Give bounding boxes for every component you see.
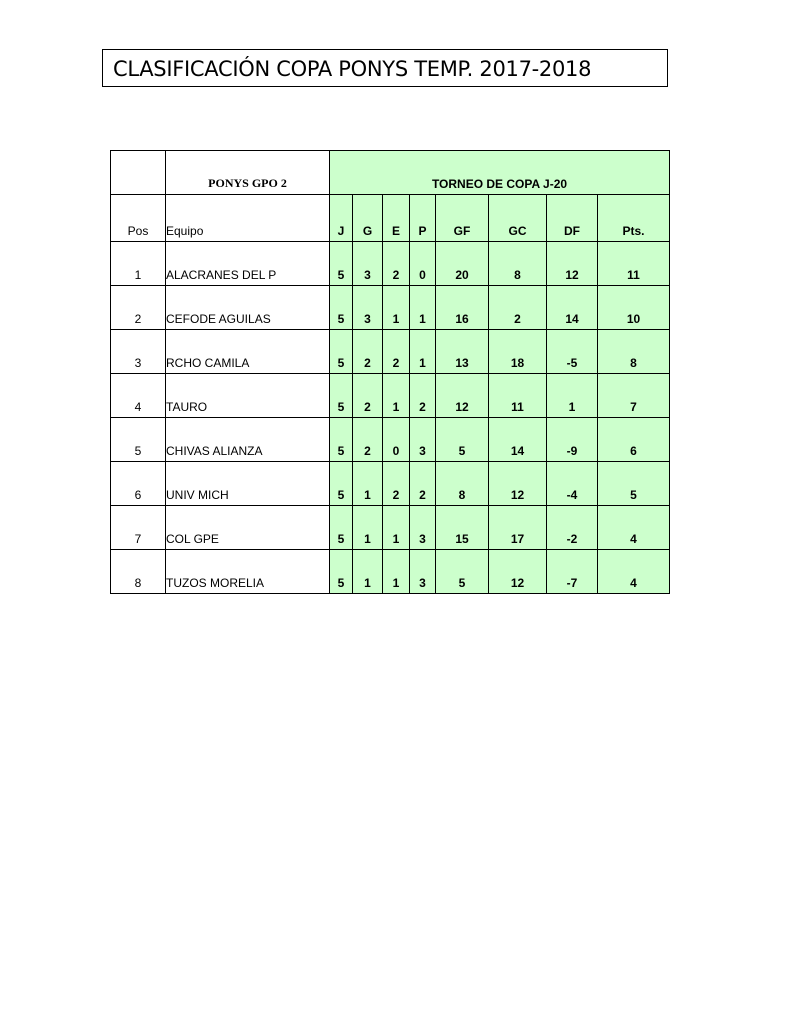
cell-pts: 6 (598, 418, 670, 462)
cell-gc: 12 (489, 462, 547, 506)
cell-gf: 8 (436, 462, 489, 506)
cell-team: RCHO CAMILA (166, 330, 330, 374)
cell-j: 5 (330, 462, 353, 506)
cell-gc: 12 (489, 550, 547, 594)
cell-j: 5 (330, 242, 353, 286)
table-row (111, 506, 670, 550)
cell-team: COL GPE (166, 506, 330, 550)
header-j: J (330, 195, 353, 242)
column-header-row (111, 195, 670, 242)
cell-team: CEFODE AGUILAS (166, 286, 330, 330)
cell-p: 3 (410, 418, 436, 462)
cell-df: -2 (547, 506, 598, 550)
cell-gf: 5 (436, 418, 489, 462)
cell-pts: 8 (598, 330, 670, 374)
cell-pos: 1 (111, 242, 166, 286)
cell-df: -4 (547, 462, 598, 506)
cell-p: 2 (410, 374, 436, 418)
cell-df: -9 (547, 418, 598, 462)
table-row (111, 550, 670, 594)
cell-pos: 3 (111, 330, 166, 374)
header-pts: Pts. (598, 195, 670, 242)
cell-team: TAURO (166, 374, 330, 418)
cell-j: 5 (330, 506, 353, 550)
cell-e: 0 (383, 418, 410, 462)
cell-j: 5 (330, 418, 353, 462)
cell-gc: 17 (489, 506, 547, 550)
header-pos: Pos (111, 195, 166, 242)
table-row (111, 242, 670, 286)
table-row (111, 286, 670, 330)
cell-j: 5 (330, 374, 353, 418)
cell-gf: 5 (436, 550, 489, 594)
cell-gf: 20 (436, 242, 489, 286)
cell-team: UNIV MICH (166, 462, 330, 506)
header-e: E (383, 195, 410, 242)
cell-g: 2 (353, 330, 383, 374)
cell-j: 5 (330, 330, 353, 374)
header-df: DF (547, 195, 598, 242)
cell-j: 5 (330, 286, 353, 330)
header-team: Equipo (166, 195, 330, 242)
cell-gf: 12 (436, 374, 489, 418)
cell-df: 14 (547, 286, 598, 330)
cell-e: 1 (383, 506, 410, 550)
page-title: CLASIFICACIÓN COPA PONYS TEMP. 2017-2018 (102, 49, 668, 87)
cell-e: 1 (383, 550, 410, 594)
cell-gf: 15 (436, 506, 489, 550)
cell-pts: 11 (598, 242, 670, 286)
header-g: G (353, 195, 383, 242)
cell-g: 2 (353, 418, 383, 462)
cell-df: -7 (547, 550, 598, 594)
group-header-row (111, 151, 670, 195)
header-gc: GC (489, 195, 547, 242)
table-row (111, 462, 670, 506)
cell-pts: 4 (598, 506, 670, 550)
cell-p: 1 (410, 330, 436, 374)
cell-p: 0 (410, 242, 436, 286)
cell-pts: 10 (598, 286, 670, 330)
cell-g: 3 (353, 242, 383, 286)
cell-pos: 2 (111, 286, 166, 330)
cell-p: 3 (410, 506, 436, 550)
cell-gc: 2 (489, 286, 547, 330)
blank-cell (111, 151, 166, 195)
cell-pos: 5 (111, 418, 166, 462)
cell-gc: 8 (489, 242, 547, 286)
cell-pts: 5 (598, 462, 670, 506)
cell-pts: 4 (598, 550, 670, 594)
cell-p: 3 (410, 550, 436, 594)
cell-j: 5 (330, 550, 353, 594)
cell-g: 1 (353, 506, 383, 550)
group-label: PONYS GPO 2 (166, 151, 330, 195)
header-p: P (410, 195, 436, 242)
table-row (111, 374, 670, 418)
cell-p: 1 (410, 286, 436, 330)
header-gf: GF (436, 195, 489, 242)
cell-df: 1 (547, 374, 598, 418)
cell-pos: 6 (111, 462, 166, 506)
cell-g: 3 (353, 286, 383, 330)
cell-team: CHIVAS ALIANZA (166, 418, 330, 462)
cell-e: 2 (383, 242, 410, 286)
cell-pos: 8 (111, 550, 166, 594)
cell-team: TUZOS MORELIA (166, 550, 330, 594)
cell-g: 1 (353, 462, 383, 506)
cell-gc: 18 (489, 330, 547, 374)
standings-table (110, 150, 670, 594)
cell-e: 2 (383, 330, 410, 374)
cell-gf: 13 (436, 330, 489, 374)
table-row (111, 418, 670, 462)
cell-pos: 7 (111, 506, 166, 550)
cell-df: -5 (547, 330, 598, 374)
cell-g: 1 (353, 550, 383, 594)
table-row (111, 330, 670, 374)
cell-e: 1 (383, 374, 410, 418)
cell-gf: 16 (436, 286, 489, 330)
cell-e: 1 (383, 286, 410, 330)
cell-team: ALACRANES DEL P (166, 242, 330, 286)
cell-df: 12 (547, 242, 598, 286)
cell-e: 2 (383, 462, 410, 506)
cell-gc: 14 (489, 418, 547, 462)
cell-pos: 4 (111, 374, 166, 418)
tournament-label: TORNEO DE COPA J-20 (330, 151, 670, 195)
cell-gc: 11 (489, 374, 547, 418)
cell-p: 2 (410, 462, 436, 506)
cell-g: 2 (353, 374, 383, 418)
cell-pts: 7 (598, 374, 670, 418)
